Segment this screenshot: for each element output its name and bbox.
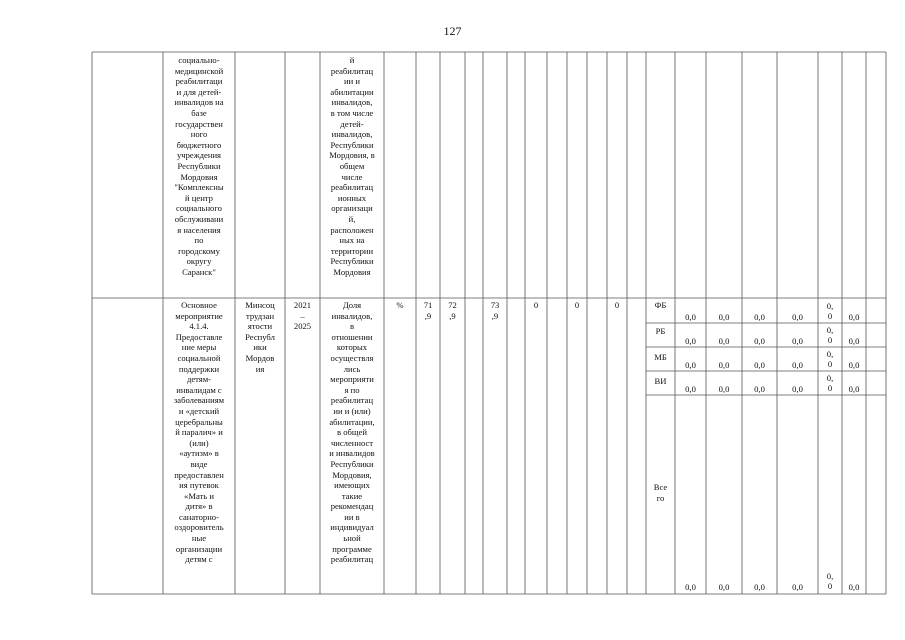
program-name-continuation: социально- медицинской реабилитаци и для детей- инвалидов на базе государствен ного бюджетного учреждения Республики Мордовия "Комплексны й центр социального обслуживани я населения по городскому округу Саранск" xyxy=(174,55,224,277)
target-value-1: 71 ,9 xyxy=(423,300,433,321)
funding-vi-value: 0,0 xyxy=(754,384,765,394)
funding-total-value: 0, 0 xyxy=(826,571,834,591)
funding-mb-value: 0,0 xyxy=(754,360,765,370)
funding-source-mb: МБ xyxy=(654,352,667,362)
funding-vi-value: 0,0 xyxy=(792,384,803,394)
funding-mb-value: 0,0 xyxy=(848,360,860,370)
funding-total-value: 0,0 xyxy=(685,582,696,592)
page-number: 127 xyxy=(443,24,462,38)
target-value-3: 73 ,9 xyxy=(490,300,500,321)
funding-fb-value: 0, 0 xyxy=(826,301,834,321)
funding-total-value: 0,0 xyxy=(848,582,860,592)
funding-vi-value: 0,0 xyxy=(685,384,696,394)
funding-mb-value: 0,0 xyxy=(685,360,696,370)
funding-rb-value: 0,0 xyxy=(848,336,860,346)
funding-fb-value: 0,0 xyxy=(754,312,765,322)
funding-fb-value: 0,0 xyxy=(685,312,696,322)
funding-vi-value: 0, 0 xyxy=(826,373,834,393)
funding-rb-value: 0,0 xyxy=(754,336,765,346)
funding-mb-value: 0,0 xyxy=(792,360,803,370)
funding-source-rb: РБ xyxy=(655,326,666,336)
period: 2021 – 2025 xyxy=(293,300,312,332)
zero-value-3: 0 xyxy=(614,300,620,310)
funding-total-value: 0,0 xyxy=(718,582,730,592)
funding-source-vi: ВИ xyxy=(654,376,667,386)
indicator-name: Доля инвалидов, в отношении которых осуществля лись мероприяти я по реабилитац ии и (или) абилитации, в общей численност и инвалидов Республики Мордовия, имеющих такие рекомендац ии в индивидуал ьной программе реабилитац xyxy=(329,300,375,565)
funding-rb-value: 0, 0 xyxy=(826,325,834,345)
indicator-continuation: й реабилитац ии и абилитации инвалидов, в том числе детей- инвалидов, Республики Мордовия, в общем числе реабилитац ионных организаци й, расположен ных на территории Республики Мордовия xyxy=(329,55,375,277)
target-value-2: 72 ,9 xyxy=(448,300,457,321)
funding-mb-value: 0,0 xyxy=(718,360,730,370)
funding-fb-value: 0,0 xyxy=(718,312,730,322)
funding-rb-value: 0,0 xyxy=(792,336,803,346)
funding-mb-value: 0, 0 xyxy=(826,349,834,369)
funding-source-fb: ФБ xyxy=(654,300,667,310)
zero-value-1: 0 xyxy=(533,300,539,310)
executor: Минсоц трудзан ятости Республ ики Мордов ия xyxy=(245,300,275,374)
funding-vi-value: 0,0 xyxy=(848,384,860,394)
funding-total-value: 0,0 xyxy=(792,582,803,592)
funding-fb-value: 0,0 xyxy=(848,312,860,322)
funding-rb-value: 0,0 xyxy=(685,336,696,346)
unit: % xyxy=(396,300,404,310)
zero-value-2: 0 xyxy=(574,300,580,310)
event-name: Основное мероприятие 4.1.4. Предоставле ние меры социальной поддержки детям- инвалидам с заболеваниям и «детский церебральны й паралич» и (или) «аутизм» в виде предоставлен ия путевок «Мать и дитя» в санаторно- оздоровитель ные организации детям с xyxy=(173,300,225,565)
funding-source-total: Все го xyxy=(653,482,668,503)
funding-total-value: 0,0 xyxy=(754,582,765,592)
funding-fb-value: 0,0 xyxy=(792,312,803,322)
funding-rb-value: 0,0 xyxy=(718,336,730,346)
funding-vi-value: 0,0 xyxy=(718,384,730,394)
